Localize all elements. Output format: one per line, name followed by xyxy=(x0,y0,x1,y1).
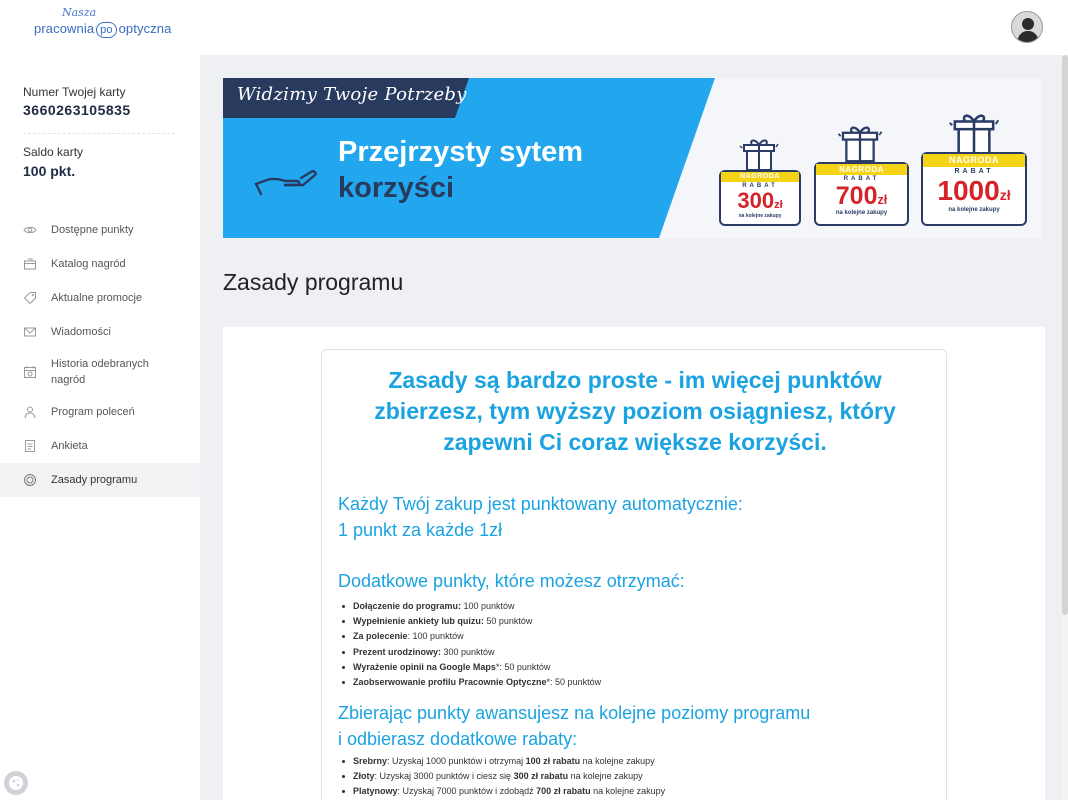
list-item-bold: Prezent urodzinowy: xyxy=(353,646,442,657)
cookie-icon xyxy=(4,771,28,795)
rules-paragraph xyxy=(338,491,743,543)
list-item xyxy=(338,614,601,629)
reward-rabat: RABAT xyxy=(742,183,778,189)
eye-icon xyxy=(23,223,37,237)
catalog-icon xyxy=(23,257,37,271)
reward-card-1000 xyxy=(921,152,1027,226)
sidebar-item-label: Historia odebranych nagród xyxy=(51,358,149,386)
level-name: Złoty xyxy=(353,771,375,782)
sidebar-item-label: Katalog nagród xyxy=(51,258,126,270)
sidebar xyxy=(0,55,200,800)
tag-icon xyxy=(23,291,37,305)
rules-document xyxy=(321,349,947,800)
top-header xyxy=(0,0,1068,55)
rules-paragraph: Dodatkowe punkty, które możesz otrzymać: xyxy=(338,571,685,591)
bonus-points-list xyxy=(338,599,601,690)
reward-subtext: na kolejne zakupy xyxy=(835,210,888,216)
list-item-text: 100 punktów xyxy=(461,601,515,611)
list-item-text: *: 50 punktów xyxy=(495,661,551,672)
rules-headline: Zasady są bardzo proste - im więcej punktów zbierzesz, tym wyższy poziom osiągniesz, który zapewni Ci coraz większe korzyści. xyxy=(374,367,896,455)
level-text: na kolejne zakupy xyxy=(568,771,643,782)
gift-icon xyxy=(945,110,1003,156)
reward-amount-value: 700 xyxy=(835,182,878,210)
scrollbar-thumb[interactable] xyxy=(1062,55,1068,615)
sidebar-item-available-points[interactable] xyxy=(0,213,200,247)
level-text: na kolejne zakupy xyxy=(580,756,655,766)
reward-card-300 xyxy=(719,170,801,226)
reward-head: NAGRODA xyxy=(721,172,799,182)
levels-list xyxy=(338,754,665,800)
reward-unit: zł xyxy=(999,187,1011,203)
list-item xyxy=(338,769,665,784)
list-item-bold: Zaobserwowanie profilu Pracownie Optyczne xyxy=(353,676,547,687)
level-reward: 100 zł rabatu xyxy=(525,756,581,766)
reward-amount xyxy=(923,177,1025,205)
balance-label: Saldo karty xyxy=(23,145,84,159)
logo-mark: po xyxy=(96,22,116,38)
sidebar-divider xyxy=(23,133,175,134)
list-item-text: 50 punktów xyxy=(483,616,533,627)
card-number-label: Numer Twojej karty xyxy=(23,85,126,99)
user-avatar[interactable] xyxy=(1011,11,1043,43)
reward-amount-value: 1000 xyxy=(937,175,1000,206)
list-item-bold: Wypełnienie ankiety lub quizu: xyxy=(353,616,484,627)
reward-card-700 xyxy=(814,162,909,226)
main-content xyxy=(200,55,1068,800)
level-text: : Uzyskaj 1000 punktów i otrzymaj xyxy=(387,756,526,766)
history-icon xyxy=(23,365,37,379)
sidebar-item-label: Dostępne punkty xyxy=(51,224,134,236)
logo-script: Nasza xyxy=(62,6,97,19)
reward-rabat: RABAT xyxy=(843,176,880,182)
logo-wordmark xyxy=(34,21,171,38)
scrollbar[interactable] xyxy=(1062,55,1068,800)
sidebar-item-label: Wiadomości xyxy=(51,326,111,338)
sidebar-item-program-rules[interactable] xyxy=(0,463,200,497)
reward-unit: zł xyxy=(774,199,783,211)
reward-amount-value: 300 xyxy=(737,188,775,213)
logo-left: pracownia xyxy=(34,21,95,36)
gift-icon xyxy=(737,136,781,172)
list-item-text: *: 50 punktów xyxy=(546,676,602,687)
list-item xyxy=(338,675,601,690)
rules-paragraph-line: Zbierając punkty awansujesz na kolejne poziomy programu xyxy=(338,703,811,723)
reward-amount xyxy=(816,184,907,209)
level-reward: 300 zł rabatu xyxy=(513,771,569,782)
list-item xyxy=(338,784,665,799)
banner-title-line2: korzyści xyxy=(338,172,455,204)
reward-rabat: RABAT xyxy=(954,168,994,175)
rules-paragraph-line: 1 punkt za każde 1zł xyxy=(338,520,503,540)
sidebar-nav xyxy=(0,213,200,497)
hand-icon xyxy=(253,160,319,196)
reward-head: NAGRODA xyxy=(816,164,907,175)
sidebar-item-rewards-history[interactable] xyxy=(0,349,200,395)
list-item xyxy=(338,599,601,614)
sidebar-item-label: Zasady programu xyxy=(51,474,138,486)
list-item-bold: Za polecenie xyxy=(353,631,408,642)
balance-value: 100 pkt. xyxy=(23,163,76,179)
reward-unit: zł xyxy=(877,193,888,207)
rules-paragraph xyxy=(338,700,810,752)
survey-icon xyxy=(23,439,37,453)
brand-logo[interactable] xyxy=(34,6,174,46)
sidebar-item-messages[interactable] xyxy=(0,315,200,349)
level-text: na kolejne zakupy xyxy=(590,786,666,797)
level-text: : Uzyskaj 3000 punktów i ciesz się xyxy=(374,771,514,782)
reward-subtext: na kolejne zakupy xyxy=(738,213,782,219)
reward-amount xyxy=(721,190,799,212)
sidebar-item-referral-program[interactable] xyxy=(0,395,200,429)
sidebar-item-rewards-catalog[interactable] xyxy=(0,247,200,281)
user-silhouette-icon xyxy=(1012,12,1043,43)
banner-tagline: Widzimy Twoje Potrzeby xyxy=(237,84,467,105)
sidebar-item-survey[interactable] xyxy=(0,429,200,463)
list-item-text: 300 punktów xyxy=(441,646,495,657)
list-item xyxy=(338,645,601,660)
page-title: Zasady programu xyxy=(223,269,404,295)
coin-icon xyxy=(23,473,37,487)
list-item xyxy=(338,754,665,769)
level-name: Srebrny xyxy=(353,756,388,766)
cookie-settings-button[interactable] xyxy=(4,771,28,795)
list-item-bold: Wyrażenie opinii na Google Maps xyxy=(353,661,496,672)
list-item-text: : 100 punktów xyxy=(407,631,464,642)
reward-subtext: na kolejne zakupy xyxy=(948,207,1000,213)
rules-paragraph-line: Każdy Twój zakup jest punktowany automatycznie: xyxy=(338,494,743,514)
list-item-bold: Dołączenie do programu: xyxy=(353,601,462,611)
level-name: Platynowy xyxy=(353,786,398,797)
reward-head: NAGRODA xyxy=(923,154,1025,167)
sidebar-item-promotions[interactable] xyxy=(0,281,200,315)
promo-banner[interactable] xyxy=(223,78,1041,238)
content-card xyxy=(223,327,1045,800)
card-number-value: 3660263105835 xyxy=(23,102,131,118)
banner-title-line1: Przejrzysty sytem xyxy=(338,136,584,168)
level-reward: 700 zł rabatu xyxy=(536,786,591,797)
sidebar-item-label: Ankieta xyxy=(51,440,88,452)
sidebar-item-label: Program poleceń xyxy=(51,406,135,418)
level-text: : Uzyskaj 7000 punktów i zdobądź xyxy=(397,786,537,797)
logo-right: optyczna xyxy=(118,21,172,36)
sidebar-item-label: Aktualne promocje xyxy=(51,292,143,304)
user-icon xyxy=(23,405,37,419)
rules-paragraph-line: i odbierasz dodatkowe rabaty: xyxy=(338,729,578,749)
list-item xyxy=(338,660,601,675)
list-item xyxy=(338,629,601,644)
mail-icon xyxy=(23,325,37,339)
gift-icon xyxy=(835,122,885,164)
